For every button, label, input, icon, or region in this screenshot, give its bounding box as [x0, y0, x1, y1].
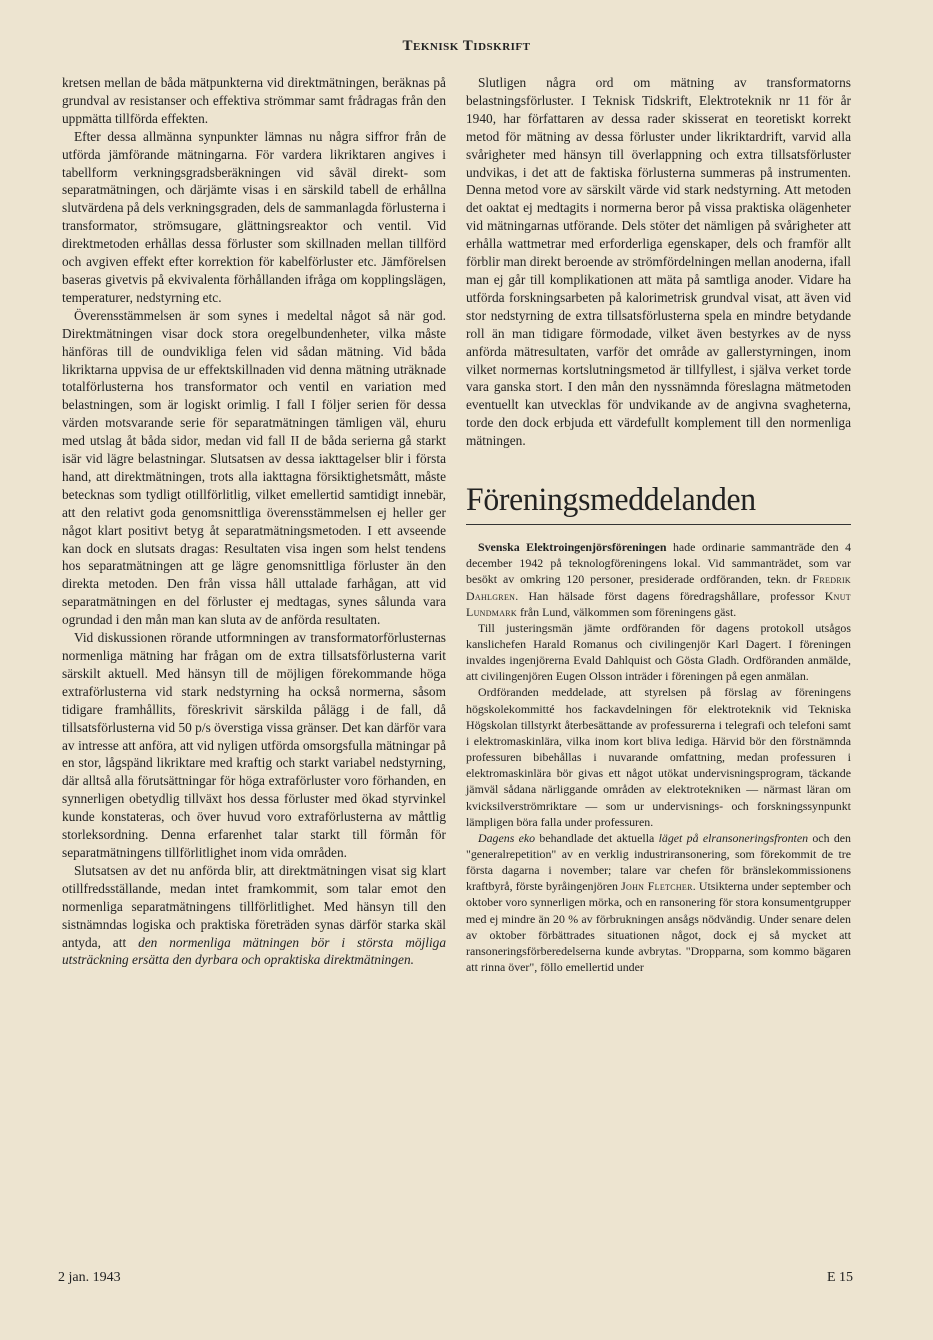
page-number: E 15: [826, 1270, 853, 1285]
journal-header: Teknisk Tidskrift: [402, 38, 531, 54]
association-news: [466, 539, 851, 975]
section-title: Föreningsmeddelanden: [466, 482, 756, 519]
conclusion-emphasis: den normenliga mätningen bör i största möjliga utsträckning ersätta den dyrbara och opraktiska direktmätningen.: [62, 934, 446, 968]
paragraph: Vid diskussionen rörande utformningen av transformatorförlusternas normenliga mätning har frågan om de extra tillsatsförlusterna varit särskilt aktuell. Med hänsyn till de möjligen förekommande höga extraförlusterna vid stark nedstyrning ha också normerna, såsom tidigare framhållits, föreskrivit särskilda pålägg i de fall, då tillsatsförlusterna vid 50 p/s överstiga vissa gränser. Det kan därför vara av intresse att anföra, att vid nyligen utförda omsorgsfulla mätningar på en stor, lågspänd likriktare med kraftig och starkt variabel nedstyrning, där alltså alla förutsättningar för höga extraförluster voro förhanden, en synnerligen obetydlig tillväxt hos dessa förluster med ökad styrvinkel kunde konstateras, och över huvud voro extraförlusterna av måttlig storleksordning. Denna erfarenhet talar starkt till förmån för separatmätningens tillförlitlighet inom vida områden.: [62, 630, 446, 860]
news-paragraph: Ordföranden meddelade, att styrelsen på förslag av föreningens högskolekommitté hos fackavdelningen för elektroteknik vid Tekniska Högskolan tillstyrkt återbesättande av professurerna i telegrafi och telefoni samt i elektromaskinlära, vilka inom kort bliva lediga. Härvid bör den förstnämnda professuren bibehållas i nuvarande omfattning, medan professuren i elektromaskinlära bör givas ett något utökat undervisningsprogram, täckande jämväl sådana närliggande områden av elektrotekniken — närmast läran om kvicksilverströmriktare — som ur undervisnings- och forskningssynpunkt lämpligen böra falla under professuren.: [466, 685, 851, 829]
conclusion-text: Slutsatsen av det nu anförda blir, att direktmätningen visat sig klart otillfredsställande, medan intet framkommit, som talar emot den normenliga separatmätningens tillförlitlighet. Med hänsyn till den sistnämndas logiska och praktiska företräden synas därför starka skäl antyda, att: [62, 862, 446, 950]
paragraph: Överensstämmelsen är som synes i medeltal något så när god. Direktmätningen visar dock stora oregelbundenheter, vilka måste hänföras till de oundvikliga felen vid sådan mätning. Vid båda likriktarna uppvisa de ur effektskillnaden vid denna mätning uträknade totalförlusterna hos transformator och ventil en variation med belastningen, som är logiskt orimlig. I fall I följer serien för dessa värden motsvarande serie för separatmätningen tämligen väl, ehuru med utslag åt båda sidor, medan vid fall II de båda serierna gå starkt isär vid lägre belastningar. Slutsatsen av dessa iakttagelser blir i första hand, att direktmätningen, trots alla iakttagna försiktighetsmått, måste betecknas som tydligt otillförlitlig, vilket emellertid samtidigt innebär, att den relativt goda genomsnittliga överensstämmelsen ej heller ger något klart positivt betyg åt separatmätningsmetoden. I ett avseende kan dock en slutsats dragas: Resultaten visa ingen som helst tendens hos separatmätningen att ge lägre genomsnittliga förluster än den direkta metoden. Den från vissa håll uttalade farhågan, att vid separatmätningen en del förluster ej medtagas, synes sålunda vara ogrundad i den mån man kan sluta av de anförda resultaten.: [62, 307, 446, 628]
paragraph: Slutligen några ord om mätning av transformatorns belastningsförluster. I Teknisk Tidskrift, Elektroteknik nr 11 för år 1940, har författaren av dessa rader skisserat en teoretiskt korrekt metod för mätning av dessa förluster under likriktardrift, varvid alla svårigheter med hänsyn till överlappning och extra tillsatsförluster undvikas, i det att de faktiska förlusterna summeras på instrumenten. Denna metod vore av särskilt värde vid stark nedstyrning. Att metoden det oaktat ej medtagits i normerna beror på vissa praktiska olägenheter vid mätningarnas utförande. Dels stöter det nämligen på svårigheter att erhålla wattmetrar med erforderliga egenskaper, dels och framför allt förblir man direkt beroende av strömfördelningen mellan anoderna, ifall man ej går till komplikationen att mäta på samtliga anoder. Vidare ha utförda forskningsarbeten på kalorimetrisk grundval visat, att även vid stor nedstyrning de extra tillsatsförlusterna spela en mindre betydande roll än man tidigare förmodade, vilket även bestyrkes av de nyss anförda mätresultaten, varför det område av gallerstyrningen, inom vilket normernas kortslutningsmetod är tillfyllest, i själva verket torde vara ganska stort. I den mån den nyssnämnda föreslagna mätmetoden eventuellt kan utvecklas för undvikande av de angivna svagheterna, torde den dock erbjuda ett värdefullt komplement till den normenliga mätningen.: [466, 75, 851, 449]
news-paragraph: Till justeringsmän jämte ordföranden för dagens protokoll utsågos kanslichefen Harald Romanus och civilingenjör Karl Dagert. I föreningen invaldes ingenjörerna Evald Dahlquist och Gösta Gladh. Ordföranden anmälde, att civilingenjören Eugen Olsson inträder i föreningen på egen anmälan.: [466, 620, 851, 684]
issue-date: 2 jan. 1943: [58, 1270, 121, 1285]
left-column: [62, 74, 446, 969]
paragraph: Efter dessa allmänna synpunkter lämnas nu några siffror från de utförda jämförande mätningarna. För vardera likriktaren angives i tabellform verkningsgradsberäkningen vid såväl direkt- som separatmätningen, och därjämte visas i en särskild tabell de erhållna slutvärdena på dels verkningsgraden, dels de sammanlagda förlusterna i transformator, strömsugare, glättningsreaktor och ventil. Vid direktmetoden erhållas dessa förluster som skillnaden mellan tillförd och avgiven effekt efter korrektion för kabelförluster etc. Jämförelsen baseras givetvis på ekvivalenta förhållanden ifråga om kopplingslägen, temperaturer, nedstyrning etc.: [62, 128, 446, 305]
paragraph: kretsen mellan de båda mätpunkterna vid direktmätningen, beräknas på grundval av resistanser och effektiva strömmar samt frådragas från den uppmätta tillförda effekten.: [62, 75, 446, 126]
news-paragraph: Svenska Elektroingenjörsföreningen hade ordinarie sammanträde den 4 december 1942 på teknologföreningens lokal. Vid sammanträdet, som var besökt av omkring 120 personer, presiderade ordföranden, tekn. dr Fredrik Dahlgren. Han hälsade först dagens föredragshållare, professor Knut Lundmark från Lund, välkommen som föreningens gäst.: [466, 540, 852, 619]
person-name: John Fletcher: [621, 879, 693, 894]
conclusion-paragraph: [62, 862, 446, 969]
news-paragraph: Dagens eko behandlade det aktuella läget på elransoneringsfronten och den "generalrepetition" av en verklig industriransonering, som förekommit de tre första dagarna i november; talare var chefen för bränslekommissionens kraftbyrå, förste byråingenjören John Fletcher. Utsikterna under september och oktober voro synnerligen mörka, och en ransonering för stora konsumentgrupper med ej mindre än 20 % av förbrukningen ansågs nödvändig. Under senare delen av oktober förbättrades situationen något, dock ej så mycket att ransoneringsförberedelserna kunde avbrytas. "Dropparna, som kommo bägaren att rinna över", föllo emellertid under: [466, 830, 851, 975]
right-column: [466, 74, 851, 975]
person-name: Fredrik Dahlgren: [466, 572, 851, 603]
organization-name: Svenska Elektroingenjörsföreningen: [478, 540, 667, 555]
section-divider: [466, 524, 851, 525]
person-name: Knut Lundmark: [466, 588, 851, 619]
